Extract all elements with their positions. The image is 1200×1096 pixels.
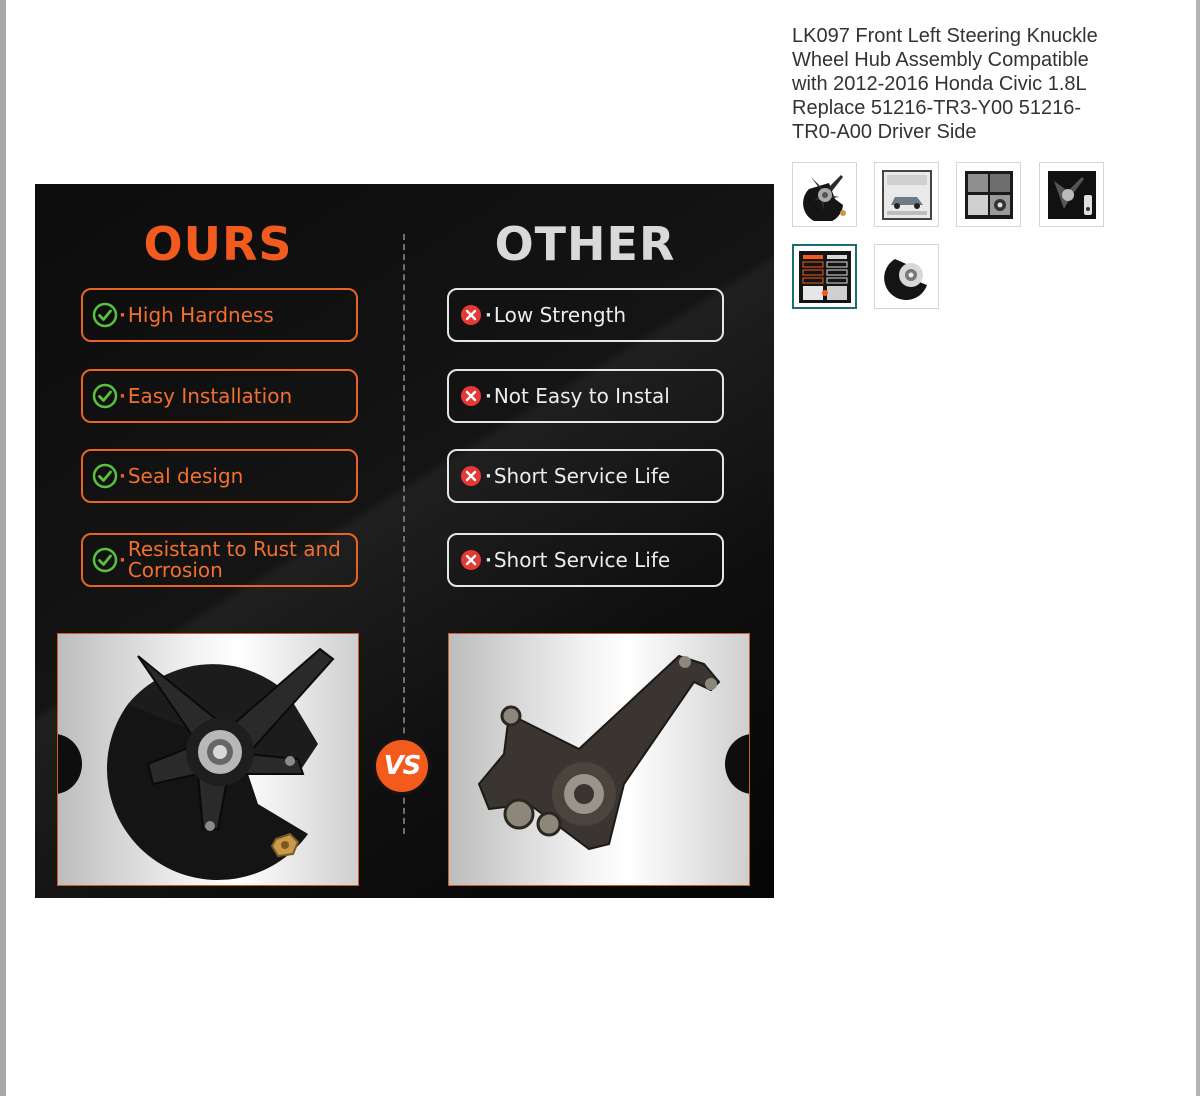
thumbnail-package-contents[interactable] <box>1039 162 1104 227</box>
thumbnail-hub-with-shield[interactable] <box>874 244 939 309</box>
window-left-edge <box>0 0 6 1096</box>
cross-circle-icon <box>458 302 484 328</box>
feature-label: Short Service Life <box>493 463 671 488</box>
other-feature-not-easy-install: · Not Easy to Instal <box>447 369 724 423</box>
ours-feature-seal-design: · Seal design <box>81 449 358 503</box>
main-product-image <box>35 184 774 898</box>
ours-feature-rust-resistant: · Resistant to Rust and Corrosion <box>81 533 358 587</box>
cross-circle-icon <box>458 463 484 489</box>
feature-label: High Hardness <box>127 302 274 327</box>
vs-badge: VS <box>373 737 431 795</box>
feature-label: Low Strength <box>493 302 627 327</box>
product-title: LK097 Front Left Steering Knuckle Wheel Hub Assembly Compatible with 2012-2016 Honda Civic 1.8L Replace 51216-TR3-Y00 51216-TR0-A00 Driver Side <box>792 25 1098 143</box>
check-circle-icon <box>92 302 118 328</box>
ours-title: OURS <box>143 217 293 271</box>
thumbnail-ours-vs-other[interactable] <box>792 244 857 309</box>
feature-label: Short Service Life <box>493 547 671 572</box>
other-knuckle-photo <box>448 633 750 886</box>
check-circle-icon <box>92 383 118 409</box>
other-feature-short-life-1: · Short Service Life <box>447 449 724 503</box>
thumbnail-knuckle-assembly[interactable] <box>792 162 857 227</box>
ours-feature-high-hardness: · High Hardness <box>81 288 358 342</box>
check-circle-icon <box>92 463 118 489</box>
cross-circle-icon <box>458 547 484 573</box>
window-right-edge <box>1196 0 1200 1096</box>
other-feature-short-life-2: · Short Service Life <box>447 533 724 587</box>
feature-label: Easy Installation <box>127 383 293 408</box>
other-feature-low-strength: · Low Strength <box>447 288 724 342</box>
feature-label: Seal design <box>127 463 244 488</box>
thumbnail-installation-steps[interactable] <box>956 162 1021 227</box>
ours-feature-easy-installation: · Easy Installation <box>81 369 358 423</box>
ours-knuckle-photo <box>57 633 359 886</box>
thumbnail-vehicle-fitment[interactable] <box>874 162 939 227</box>
cross-circle-icon <box>458 383 484 409</box>
other-title: OTHER <box>494 217 676 271</box>
feature-label: Not Easy to Instal <box>493 383 670 408</box>
check-circle-icon <box>92 547 118 573</box>
feature-label: Resistant to Rust and Corrosion <box>127 537 341 582</box>
